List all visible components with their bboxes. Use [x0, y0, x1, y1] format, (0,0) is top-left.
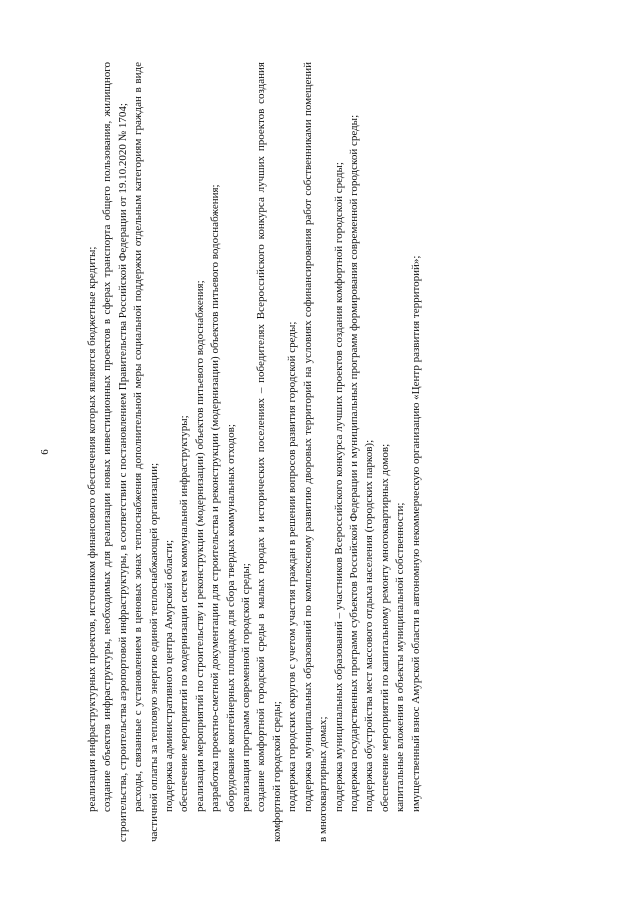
paragraph: обеспечение мероприятий по капитальному ремонту многоквартирных домов; [378, 443, 391, 812]
paragraph: поддержка муниципальных образований – участников Всероссийского конкурса лучших проектов создания комфортной городской среды; [332, 162, 345, 812]
paragraph: поддержка обустройства мест массового отдыха населения (городских парков); [363, 439, 376, 812]
paragraph: реализация программ современной городской среды; [240, 563, 253, 812]
paragraph: поддержка административного центра Амурской области; [163, 539, 176, 812]
paragraph: расходы, связанные с установлением в ценовых зонах теплоснабжения дополнительной меры социальной поддержки отдельным категориям граждан в виде частичной оплаты за тепловую энергию единой теплоснабжающей организации; [132, 62, 160, 842]
paragraph: реализация инфраструктурных проектов, источником финансового обеспечения которых являются бюджетные кредиты; [86, 246, 98, 812]
page-body [85, 62, 555, 842]
paragraph: имущественный взнос Амурской области в автономную некоммерческую организацию «Центр развития территорий»; [409, 255, 422, 812]
paragraph: создание комфортной городской среды в малых городах и исторических поселениях – победителях Всероссийского конкурса лучших проектов создания комфортной городской среды; [255, 62, 283, 842]
paragraph: поддержка муниципальных образований по комплексному развитию дворовых территорий на условиях софинансирования работ собственниками помещений в многоквартирных домах; [301, 62, 330, 842]
paragraph: разработка проектно-сметной документации для строительства и реконструкции (модернизации) объектов питьевого водоснабжения; [209, 184, 222, 812]
paragraph: создание объектов инфраструктуры, необходимых для реализации новых инвестиционных проектов в сферах транспорта общего пользования, жилищного строительства, строительства аэропортовой инфраструктуры, в соответствии с постановлением Правительства Российской Федерации от 19.10.2020 № 1704; [101, 62, 129, 842]
paragraph: поддержка государственных программ субъектов Российской Федерации и муниципальных программ формирования современной городской среды; [347, 114, 360, 812]
page-number: 6 [39, 449, 51, 455]
paragraph: капитальные вложения в объекты муниципальной собственности; [394, 502, 407, 812]
paragraph: обеспечение мероприятий по модернизации систем коммунальной инфраструктуры; [178, 415, 191, 812]
paragraph: поддержка городских округов с учетом участия граждан в решении вопросов развития городской среды; [286, 321, 299, 812]
paragraph: реализация мероприятий по строительству и реконструкции (модернизации) объектов питьевого водоснабжения; [193, 280, 206, 812]
paragraph: оборудование контейнерных площадок для сбора твердых коммунальных отходов; [224, 424, 237, 812]
